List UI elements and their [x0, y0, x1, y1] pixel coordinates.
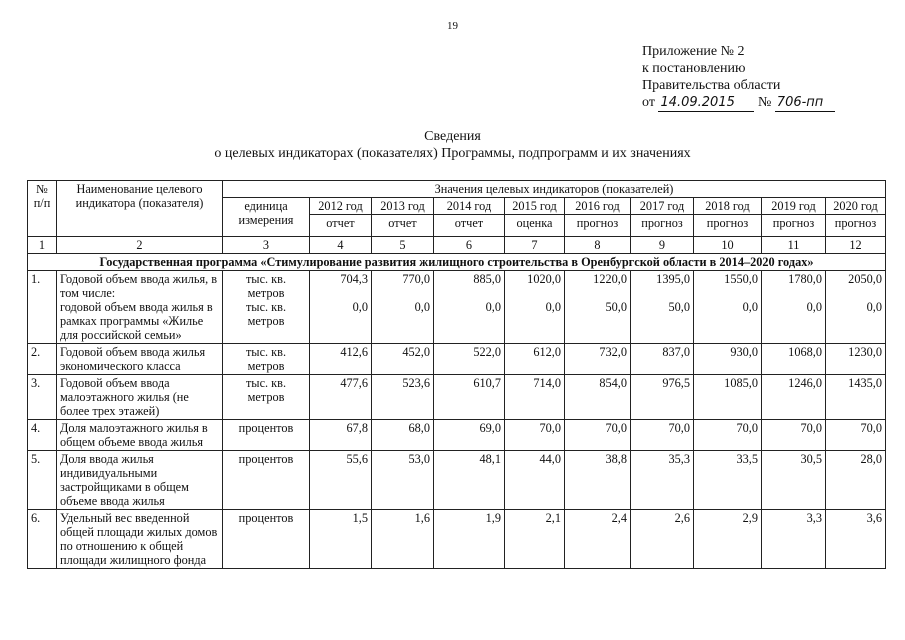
- column-number: 2: [57, 237, 223, 254]
- header-unit: единица измерения: [223, 198, 310, 237]
- column-number: 1: [28, 237, 57, 254]
- value-text: 885,0: [473, 272, 501, 286]
- row-number: 5.: [28, 451, 57, 510]
- value-text: 30,5: [800, 452, 822, 466]
- indicators-table: [27, 180, 886, 569]
- number-prefix: №: [757, 95, 772, 110]
- header-name: Наименование целевого индикатора (показателя): [57, 181, 223, 237]
- value-cell: [434, 271, 505, 344]
- appendix-date-line: [642, 94, 835, 112]
- value-text: 1068,0: [788, 345, 822, 359]
- value-text: 3,3: [806, 511, 822, 525]
- value-cell: [505, 344, 565, 375]
- table-row: [28, 344, 886, 375]
- value-text: 2,1: [545, 511, 561, 525]
- value-text: 1550,0: [724, 272, 758, 286]
- value-cell: [565, 510, 631, 569]
- value-text: 1435,0: [848, 376, 882, 390]
- column-number: 5: [372, 237, 434, 254]
- value-text: 522,0: [473, 345, 501, 359]
- value-text: 48,1: [479, 452, 501, 466]
- value-cell: [310, 375, 372, 420]
- value-text: 714,0: [533, 376, 561, 390]
- value-text: 44,0: [539, 452, 561, 466]
- value-cell: [826, 271, 886, 344]
- value-gap: [697, 286, 758, 300]
- value-cell: [762, 375, 826, 420]
- value-text: 837,0: [662, 345, 690, 359]
- value-text: 2050,0: [848, 272, 882, 286]
- column-number: 12: [826, 237, 886, 254]
- value-gap: [437, 286, 501, 300]
- value-text: 930,0: [730, 345, 758, 359]
- value-cell: [434, 344, 505, 375]
- header-year: 2018 год: [694, 198, 762, 215]
- unit-text: процентов: [238, 452, 294, 466]
- value-cell: [826, 375, 886, 420]
- value-text: 2,4: [611, 511, 627, 525]
- row-number: 4.: [28, 420, 57, 451]
- value-cell: [694, 420, 762, 451]
- value-cell: [631, 375, 694, 420]
- row-number: 3.: [28, 375, 57, 420]
- unit-text: процентов: [238, 511, 294, 525]
- sub-value-text: 0,0: [545, 300, 561, 314]
- header-year: 2013 год: [372, 198, 434, 215]
- column-number: 8: [565, 237, 631, 254]
- indicator-name: [57, 271, 223, 344]
- column-number: 10: [694, 237, 762, 254]
- value-gap: [765, 286, 822, 300]
- title-line-2: о целевых индикаторах (показателях) Программы, подпрограмм и их значениях: [214, 146, 691, 161]
- value-text: 452,0: [402, 345, 430, 359]
- value-gap: [568, 286, 627, 300]
- value-cell: [372, 271, 434, 344]
- value-cell: [826, 510, 886, 569]
- indicator-name-text: Годовой объем ввода жилья экономического класса: [60, 345, 206, 373]
- indicator-name: [57, 420, 223, 451]
- sub-value-text: 0,0: [806, 300, 822, 314]
- value-text: 70,0: [736, 421, 758, 435]
- indicator-name-text: Годовой объем ввода жилья, в том числе:: [60, 272, 218, 300]
- value-gap: [508, 286, 561, 300]
- appendix-line-1: Приложение № 2: [642, 44, 745, 59]
- value-cell: [826, 344, 886, 375]
- header-year: 2012 год: [310, 198, 372, 215]
- value-text: 67,8: [346, 421, 368, 435]
- header-num: № п/п: [28, 181, 57, 237]
- value-cell: [505, 451, 565, 510]
- appendix-line-3: Правительства области: [642, 78, 781, 93]
- unit-cell: [223, 510, 310, 569]
- unit-text: тыс. кв. метров: [245, 345, 287, 373]
- value-text: 70,0: [800, 421, 822, 435]
- value-gap: [829, 286, 882, 300]
- value-gap: [313, 286, 368, 300]
- value-cell: [826, 451, 886, 510]
- value-cell: [762, 420, 826, 451]
- value-text: 612,0: [533, 345, 561, 359]
- header-year: 2016 год: [565, 198, 631, 215]
- header-value-kind: прогноз: [762, 215, 826, 237]
- column-number: 11: [762, 237, 826, 254]
- value-cell: [762, 344, 826, 375]
- indicator-name: [57, 375, 223, 420]
- value-cell: [310, 344, 372, 375]
- value-text: 70,0: [860, 421, 882, 435]
- indicator-name-text: Удельный вес введенной общей площади жилых домов по отношению к общей площади жилищного фонда: [60, 511, 218, 567]
- value-text: 477,6: [340, 376, 368, 390]
- header-year: 2014 год: [434, 198, 505, 215]
- row-number: 2.: [28, 344, 57, 375]
- unit-cell: [223, 271, 310, 344]
- value-text: 1020,0: [527, 272, 561, 286]
- unit-cell: [223, 420, 310, 451]
- value-text: 1220,0: [593, 272, 627, 286]
- unit-cell: [223, 451, 310, 510]
- value-text: 1085,0: [724, 376, 758, 390]
- unit-cell: [223, 375, 310, 420]
- value-text: 70,0: [539, 421, 561, 435]
- value-cell: [565, 271, 631, 344]
- value-cell: [762, 510, 826, 569]
- indicator-name-text: Годовой объем ввода малоэтажного жилья (не более трех этажей): [60, 376, 189, 418]
- header-value-kind: отчет: [372, 215, 434, 237]
- indicator-name-text: Доля малоэтажного жилья в общем объеме ввода жилья: [60, 421, 208, 449]
- program-title: Государственная программа «Стимулирование развития жилищного строительства в Оренбургской области в 2014–2020 годах»: [28, 254, 886, 271]
- value-cell: [762, 271, 826, 344]
- sub-value-text: 0,0: [352, 300, 368, 314]
- value-cell: [631, 420, 694, 451]
- value-cell: [826, 420, 886, 451]
- value-cell: [372, 375, 434, 420]
- value-text: 35,3: [668, 452, 690, 466]
- title-line-1: Сведения: [424, 129, 481, 144]
- value-text: 53,0: [408, 452, 430, 466]
- indicator-name: [57, 344, 223, 375]
- value-text: 1230,0: [848, 345, 882, 359]
- sub-value-text: 0,0: [742, 300, 758, 314]
- row-number: 6.: [28, 510, 57, 569]
- header-value-kind: отчет: [310, 215, 372, 237]
- value-text: 976,5: [662, 376, 690, 390]
- header-value-kind: прогноз: [826, 215, 886, 237]
- sub-value-text: 0,0: [866, 300, 882, 314]
- value-cell: [631, 451, 694, 510]
- sub-value-text: 0,0: [485, 300, 501, 314]
- header-value-kind: оценка: [505, 215, 565, 237]
- value-text: 38,8: [605, 452, 627, 466]
- value-cell: [565, 344, 631, 375]
- value-cell: [505, 510, 565, 569]
- value-cell: [434, 375, 505, 420]
- date-prefix: от: [642, 95, 655, 110]
- unit-text: тыс. кв. метров: [245, 272, 287, 300]
- sub-value-text: 50,0: [605, 300, 627, 314]
- unit-text: процентов: [238, 421, 294, 435]
- value-cell: [372, 451, 434, 510]
- header-value-kind: прогноз: [565, 215, 631, 237]
- value-cell: [565, 375, 631, 420]
- page-number: 19: [447, 20, 458, 32]
- value-text: 28,0: [860, 452, 882, 466]
- column-number: 6: [434, 237, 505, 254]
- value-cell: [694, 375, 762, 420]
- value-text: 1246,0: [788, 376, 822, 390]
- document-title: [0, 128, 905, 162]
- value-text: 2,6: [674, 511, 690, 525]
- value-cell: [631, 510, 694, 569]
- value-cell: [372, 510, 434, 569]
- indicator-name: [57, 510, 223, 569]
- value-cell: [505, 420, 565, 451]
- value-cell: [310, 451, 372, 510]
- value-cell: [694, 510, 762, 569]
- unit-text: тыс. кв. метров: [245, 376, 287, 404]
- value-text: 610,7: [473, 376, 501, 390]
- value-text: 1,9: [485, 511, 501, 525]
- header-year: 2015 год: [505, 198, 565, 215]
- value-text: 70,0: [605, 421, 627, 435]
- column-number: 4: [310, 237, 372, 254]
- value-cell: [434, 451, 505, 510]
- header-year: 2019 год: [762, 198, 826, 215]
- value-cell: [694, 271, 762, 344]
- value-text: 1,6: [414, 511, 430, 525]
- value-text: 33,5: [736, 452, 758, 466]
- header-year: 2020 год: [826, 198, 886, 215]
- unit-cell: [223, 344, 310, 375]
- value-cell: [631, 271, 694, 344]
- appendix-block: [642, 43, 835, 112]
- sub-value-text: 0,0: [414, 300, 430, 314]
- sub-unit-text: тыс. кв. метров: [245, 300, 287, 328]
- value-text: 1395,0: [656, 272, 690, 286]
- header-values-group: Значения целевых индикаторов (показателей): [223, 181, 886, 198]
- value-cell: [434, 510, 505, 569]
- value-text: 68,0: [408, 421, 430, 435]
- table-row: [28, 451, 886, 510]
- value-gap: [634, 286, 690, 300]
- value-text: 770,0: [402, 272, 430, 286]
- handwritten-number: 706-пп: [775, 94, 835, 112]
- table-row: [28, 510, 886, 569]
- table-row: [28, 375, 886, 420]
- value-text: 69,0: [479, 421, 501, 435]
- value-text: 412,6: [340, 345, 368, 359]
- header-year: 2017 год: [631, 198, 694, 215]
- value-text: 1,5: [352, 511, 368, 525]
- value-cell: [565, 420, 631, 451]
- value-cell: [434, 420, 505, 451]
- value-text: 1780,0: [788, 272, 822, 286]
- value-gap: [375, 286, 430, 300]
- value-cell: [565, 451, 631, 510]
- value-cell: [372, 344, 434, 375]
- column-number: 3: [223, 237, 310, 254]
- table-row: [28, 271, 886, 344]
- value-cell: [762, 451, 826, 510]
- column-number: 9: [631, 237, 694, 254]
- value-text: 732,0: [599, 345, 627, 359]
- value-text: 704,3: [340, 272, 368, 286]
- row-number: 1.: [28, 271, 57, 344]
- value-text: 55,6: [346, 452, 368, 466]
- column-number: 7: [505, 237, 565, 254]
- value-text: 2,9: [742, 511, 758, 525]
- value-cell: [310, 510, 372, 569]
- value-cell: [631, 344, 694, 375]
- sub-value-text: 50,0: [668, 300, 690, 314]
- value-cell: [505, 271, 565, 344]
- value-cell: [505, 375, 565, 420]
- value-cell: [310, 420, 372, 451]
- appendix-line-2: к постановлению: [642, 61, 746, 76]
- handwritten-date: 14.09.2015: [658, 94, 754, 112]
- value-text: 523,6: [402, 376, 430, 390]
- value-cell: [694, 451, 762, 510]
- indicator-name: [57, 451, 223, 510]
- value-cell: [310, 271, 372, 344]
- table-row: [28, 420, 886, 451]
- value-text: 854,0: [599, 376, 627, 390]
- value-cell: [372, 420, 434, 451]
- header-value-kind: отчет: [434, 215, 505, 237]
- value-text: 3,6: [866, 511, 882, 525]
- header-value-kind: прогноз: [631, 215, 694, 237]
- sub-indicator-name-text: годовой объем ввода жилья в рамках программы «Жилье для российской семьи»: [60, 300, 213, 342]
- value-cell: [694, 344, 762, 375]
- indicator-name-text: Доля ввода жилья индивидуальными застройщиками в общем объеме ввода жилья: [60, 452, 189, 508]
- value-text: 70,0: [668, 421, 690, 435]
- header-value-kind: прогноз: [694, 215, 762, 237]
